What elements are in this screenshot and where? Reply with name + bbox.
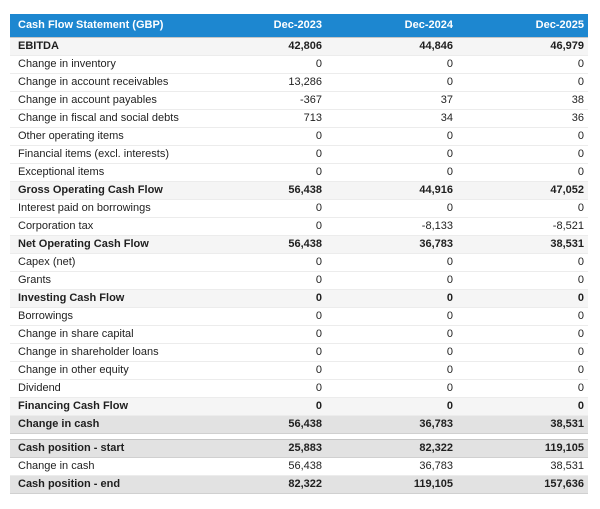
row-label: Financial items (excl. interests)	[10, 145, 195, 163]
row-label: Exceptional items	[10, 163, 195, 181]
row-value: -8,521	[457, 217, 588, 235]
row-label: Borrowings	[10, 307, 195, 325]
row-value: 38	[457, 91, 588, 109]
row-label: Change in other equity	[10, 361, 195, 379]
row-value: 119,105	[326, 475, 457, 493]
row-value: 0	[457, 145, 588, 163]
row-value: 0	[457, 163, 588, 181]
row-label: Cash position - end	[10, 475, 195, 493]
row-value: 44,916	[326, 181, 457, 199]
table-row	[10, 325, 588, 343]
table-row	[10, 439, 588, 457]
table-row	[10, 271, 588, 289]
row-value: 42,806	[195, 37, 326, 55]
row-value: 0	[457, 325, 588, 343]
row-value: 0	[326, 397, 457, 415]
row-value: 0	[195, 289, 326, 307]
row-value: 25,883	[195, 439, 326, 457]
table-row	[10, 55, 588, 73]
row-value: 44,846	[326, 37, 457, 55]
row-label: Change in shareholder loans	[10, 343, 195, 361]
table-row	[10, 415, 588, 433]
row-value: 36,783	[326, 457, 457, 475]
row-value: 0	[326, 253, 457, 271]
row-label: Cash position - start	[10, 439, 195, 457]
row-value: 0	[326, 307, 457, 325]
row-value: 36,783	[326, 415, 457, 433]
table-row	[10, 91, 588, 109]
row-value: 0	[195, 361, 326, 379]
row-value: 82,322	[195, 475, 326, 493]
row-label: Other operating items	[10, 127, 195, 145]
row-value: 38,531	[457, 415, 588, 433]
table-row	[10, 343, 588, 361]
row-value: 0	[326, 55, 457, 73]
row-value: 0	[457, 361, 588, 379]
row-value: 37	[326, 91, 457, 109]
row-value: 0	[195, 307, 326, 325]
row-value: 0	[195, 199, 326, 217]
row-value: 56,438	[195, 181, 326, 199]
row-value: 13,286	[195, 73, 326, 91]
row-value: 0	[195, 127, 326, 145]
row-value: 0	[326, 127, 457, 145]
row-value: 0	[457, 127, 588, 145]
row-value: 119,105	[457, 439, 588, 457]
table-row	[10, 235, 588, 253]
table-row	[10, 253, 588, 271]
table-row	[10, 379, 588, 397]
row-value: 0	[457, 199, 588, 217]
row-label: Investing Cash Flow	[10, 289, 195, 307]
column-header: Dec-2025	[457, 14, 588, 37]
row-value: 0	[326, 271, 457, 289]
row-value: 0	[195, 217, 326, 235]
row-label: Gross Operating Cash Flow	[10, 181, 195, 199]
table-row	[10, 199, 588, 217]
row-value: 34	[326, 109, 457, 127]
row-value: -8,133	[326, 217, 457, 235]
row-label: Financing Cash Flow	[10, 397, 195, 415]
row-value: 56,438	[195, 415, 326, 433]
row-label: Net Operating Cash Flow	[10, 235, 195, 253]
row-value: 0	[326, 325, 457, 343]
column-header: Dec-2023	[195, 14, 326, 37]
row-value: 36	[457, 109, 588, 127]
row-value: 0	[457, 55, 588, 73]
row-value: 0	[326, 199, 457, 217]
row-label: Change in cash	[10, 457, 195, 475]
row-value: 0	[195, 55, 326, 73]
row-value: 0	[326, 73, 457, 91]
row-label: Interest paid on borrowings	[10, 199, 195, 217]
table-row	[10, 73, 588, 91]
row-label: Change in account payables	[10, 91, 195, 109]
row-value: 0	[195, 325, 326, 343]
table-row	[10, 361, 588, 379]
row-value: 46,979	[457, 37, 588, 55]
row-value: 0	[195, 145, 326, 163]
row-value: 0	[457, 307, 588, 325]
row-value: 0	[195, 397, 326, 415]
table-row	[10, 145, 588, 163]
table-row	[10, 109, 588, 127]
row-value: 0	[326, 145, 457, 163]
row-value: 38,531	[457, 235, 588, 253]
column-header: Dec-2024	[326, 14, 457, 37]
row-value: 0	[457, 379, 588, 397]
row-value: 47,052	[457, 181, 588, 199]
row-value: 0	[195, 379, 326, 397]
row-value: 56,438	[195, 235, 326, 253]
row-value: 0	[457, 289, 588, 307]
row-label: Change in cash	[10, 415, 195, 433]
row-value: 0	[195, 163, 326, 181]
table-row	[10, 289, 588, 307]
row-value: 0	[457, 253, 588, 271]
table-row	[10, 397, 588, 415]
table-body	[10, 37, 588, 493]
row-label: Capex (net)	[10, 253, 195, 271]
row-label: Corporation tax	[10, 217, 195, 235]
header-row	[10, 14, 588, 37]
row-value: 0	[195, 253, 326, 271]
row-value: 38,531	[457, 457, 588, 475]
row-label: Change in inventory	[10, 55, 195, 73]
row-label: Change in account receivables	[10, 73, 195, 91]
row-value: 713	[195, 109, 326, 127]
row-value: 157,636	[457, 475, 588, 493]
table-row	[10, 37, 588, 55]
row-value: 0	[457, 271, 588, 289]
row-value: 82,322	[326, 439, 457, 457]
table-title: Cash Flow Statement (GBP)	[10, 14, 195, 37]
table-row	[10, 475, 588, 493]
row-value: 0	[326, 163, 457, 181]
table-row	[10, 457, 588, 475]
table-row	[10, 163, 588, 181]
row-value: 0	[457, 343, 588, 361]
row-value: 0	[326, 289, 457, 307]
row-value: 0	[326, 343, 457, 361]
row-value: 56,438	[195, 457, 326, 475]
row-label: Grants	[10, 271, 195, 289]
table-row	[10, 181, 588, 199]
row-value: 36,783	[326, 235, 457, 253]
row-value: 0	[457, 397, 588, 415]
row-label: EBITDA	[10, 37, 195, 55]
row-label: Change in fiscal and social debts	[10, 109, 195, 127]
row-label: Dividend	[10, 379, 195, 397]
table-row	[10, 217, 588, 235]
row-value: 0	[326, 361, 457, 379]
cash-flow-table	[10, 14, 588, 494]
row-value: 0	[326, 379, 457, 397]
table-row	[10, 127, 588, 145]
row-label: Change in share capital	[10, 325, 195, 343]
row-value: 0	[195, 343, 326, 361]
row-value: 0	[195, 271, 326, 289]
table-row	[10, 307, 588, 325]
row-value: 0	[457, 73, 588, 91]
cash-flow-table-container	[10, 14, 588, 494]
row-value: -367	[195, 91, 326, 109]
